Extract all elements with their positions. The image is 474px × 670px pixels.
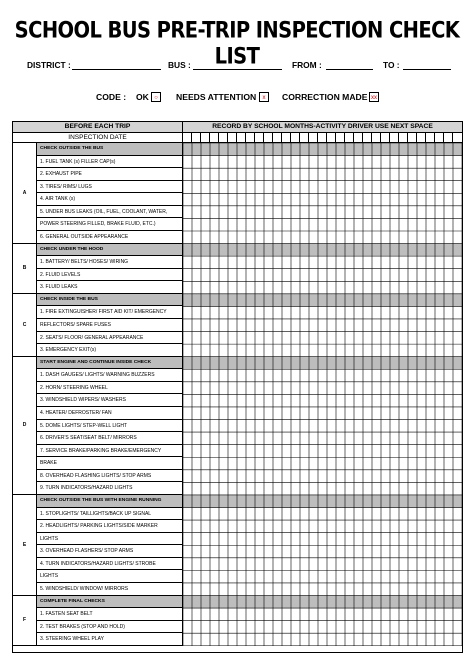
- checklist-item: 3. OVERHEAD FLASHERS/ STOP ARMS: [37, 545, 183, 558]
- form-title: SCHOOL BUS PRE-TRIP INSPECTION CHECK LIST: [14, 16, 460, 70]
- checklist-item: 3. STEERING WHEEL PLAY: [37, 633, 183, 646]
- to-field[interactable]: [403, 69, 451, 70]
- checklist-item: 1. FASTEN SEAT BELT: [37, 608, 183, 621]
- section-header: CHECK INSIDE THE BUS: [37, 294, 183, 307]
- attention-x-icon: x: [259, 92, 269, 102]
- inspection-date-cell[interactable]: [408, 133, 417, 142]
- grid-section-shade: [183, 244, 462, 257]
- grid-section-shade: [183, 294, 462, 307]
- before-each-trip-header: BEFORE EACH TRIP: [13, 122, 183, 133]
- checklist-item: 1. BATTERY/ BELTS/ HOSES/ WIRING: [37, 256, 183, 269]
- inspection-date-cell[interactable]: [246, 133, 255, 142]
- district-field[interactable]: [72, 69, 161, 70]
- inspection-date-cell[interactable]: [291, 133, 300, 142]
- section-letter: D: [13, 357, 37, 495]
- code-label: CODE :: [96, 92, 127, 102]
- code-correction-label: CORRECTION MADE: [282, 92, 368, 102]
- checklist-item: LIGHTS: [37, 533, 183, 546]
- checklist-item: 4. TURN INDICATORS/HAZARD LIGHTS/ STROBE: [37, 558, 183, 571]
- checklist-item: 2. FLUID LEVELS: [37, 269, 183, 282]
- inspection-date-cell[interactable]: [318, 133, 327, 142]
- checklist-item: POWER STEERING FILLED, BRAKE FLUID, ETC.): [37, 218, 183, 231]
- inspection-date-cell[interactable]: [453, 133, 462, 142]
- inspection-date-cell[interactable]: [183, 133, 192, 142]
- district-label: DISTRICT :: [27, 60, 71, 70]
- checklist-item: REFLECTORS/ SPARE FUSES: [37, 319, 183, 332]
- checklist-item: 8. OVERHEAD FLASHING LIGHTS/ STOP ARMS: [37, 470, 183, 483]
- checklist-item: 4. HEATER/ DEFROSTER/ FAN: [37, 407, 183, 420]
- section-letter: F: [13, 596, 37, 646]
- section-header: CHECK UNDER THE HOOD: [37, 244, 183, 257]
- inspection-date-cell[interactable]: [363, 133, 372, 142]
- code-attention-label: NEEDS ATTENTION: [176, 92, 257, 102]
- checklist-item: 2. EXHAUST PIPE: [37, 168, 183, 181]
- inspection-date-cell[interactable]: [372, 133, 381, 142]
- inspection-date-cell[interactable]: [444, 133, 453, 142]
- inspection-date-cell[interactable]: [300, 133, 309, 142]
- inspection-date-cell[interactable]: [309, 133, 318, 142]
- section-letter: C: [13, 294, 37, 357]
- grid-section-shade: [183, 357, 462, 370]
- checklist-item: 2. SEATS/ FLOOR/ GENERAL APPEARANCE: [37, 332, 183, 345]
- checklist-item: 3. FLUID LEAKS: [37, 281, 183, 294]
- from-field[interactable]: [326, 69, 373, 70]
- inspection-date-cell[interactable]: [417, 133, 426, 142]
- section-letter: A: [13, 143, 37, 244]
- bus-field[interactable]: [193, 69, 282, 70]
- checklist-item: 6. GENERAL OUTSIDE APPEARANCE: [37, 231, 183, 244]
- checklist-item: 5. UNDER BUS LEAKS (OIL, FUEL, COOLANT, WATER,: [37, 206, 183, 219]
- inspection-date-cell[interactable]: [210, 133, 219, 142]
- inspection-date-cell[interactable]: [228, 133, 237, 142]
- ok-circle-icon: ○: [151, 92, 161, 102]
- checklist-item: 5. WINDSHIELD/ WINDOW/ MIRRORS: [37, 583, 183, 596]
- inspection-date-cell[interactable]: [192, 133, 201, 142]
- checklist-item: 1. FUEL TANK (s) FILLER CAP(s): [37, 156, 183, 169]
- to-label: TO :: [383, 60, 400, 70]
- section-header: COMPLETE FINAL CHECKS: [37, 596, 183, 609]
- grid-section-shade: [183, 596, 462, 609]
- checklist-item: 3. TIRES/ RIMS/ LUGS: [37, 181, 183, 194]
- section-header: CHECK OUTSIDE THE BUS: [37, 143, 183, 156]
- checklist-item: 3. EMERGENCY EXIT(s): [37, 344, 183, 357]
- checklist-item: 5. DOME LIGHTS/ STEP-WELL LIGHT: [37, 420, 183, 433]
- inspection-date-cell[interactable]: [336, 133, 345, 142]
- inspection-date-cell[interactable]: [354, 133, 363, 142]
- inspection-table: [12, 121, 463, 653]
- grid-section-shade: [183, 495, 462, 508]
- grid-section-shade: [183, 143, 462, 156]
- checklist-item: LIGHTS: [37, 570, 183, 583]
- record-header: RECORD BY SCHOOL MONTHS-ACTIVITY DRIVER USE NEXT SPACE: [183, 122, 462, 133]
- inspection-date-cell[interactable]: [345, 133, 354, 142]
- inspection-date-cell[interactable]: [426, 133, 435, 142]
- inspection-date-cell[interactable]: [390, 133, 399, 142]
- checklist-item: 2. HEADLIGHTS/ PARKING LIGHTS/SIDE MARKER: [37, 520, 183, 533]
- section-header: CHECK OUTSIDE THE BUS WITH ENGINE RUNNING: [37, 495, 183, 508]
- checklist-item: BRAKE: [37, 457, 183, 470]
- correction-xx-icon: xx: [369, 92, 379, 102]
- from-label: FROM :: [292, 60, 322, 70]
- checklist-item: 2. HORN/ STEERING WHEEL: [37, 382, 183, 395]
- section-header: START ENGINE AND CONTINUE INSIDE CHECK: [37, 357, 183, 370]
- record-grid[interactable]: [183, 143, 462, 646]
- checklist-item: 9. TURN INDICATORS/HAZARD LIGHTS: [37, 482, 183, 495]
- inspection-date-cell[interactable]: [282, 133, 291, 142]
- code-ok-label: OK: [136, 92, 149, 102]
- inspection-date-cell[interactable]: [381, 133, 390, 142]
- checklist-item: 6. DRIVER'S SEAT/SEAT BELT/ MIRRORS: [37, 432, 183, 445]
- inspection-date-label: INSPECTION DATE: [13, 133, 183, 143]
- section-letter: E: [13, 495, 37, 596]
- checklist-item: 1. DASH GAUGES/ LIGHTS/ WARNING BUZZERS: [37, 369, 183, 382]
- checklist-item: 2. TEST BRAKES (STOP AND HOLD): [37, 621, 183, 634]
- checklist-item: 4. AIR TANK (s): [37, 193, 183, 206]
- bus-label: BUS :: [168, 60, 191, 70]
- inspection-date-cell[interactable]: [273, 133, 282, 142]
- section-letter: B: [13, 244, 37, 294]
- inspection-date-cell[interactable]: [201, 133, 210, 142]
- inspection-date-cell[interactable]: [255, 133, 264, 142]
- inspection-date-cell[interactable]: [399, 133, 408, 142]
- checklist-item: 7. SERVICE BRAKE/PARKING BRAKE/EMERGENCY: [37, 445, 183, 458]
- inspection-date-cell[interactable]: [327, 133, 336, 142]
- inspection-date-cell[interactable]: [264, 133, 273, 142]
- inspection-date-cell[interactable]: [435, 133, 444, 142]
- inspection-date-cell[interactable]: [219, 133, 228, 142]
- checklist-item: 3. WINDSHIELD WIPERS/ WASHERS: [37, 394, 183, 407]
- checklist-item: 1. FIRE EXTINGUISHER/ FIRST AID KIT/ EMERGENCY: [37, 306, 183, 319]
- inspection-date-cell[interactable]: [237, 133, 246, 142]
- checklist-item: 1. STOPLIGHTS/ TAILLIGHTS/BACK UP SIGNAL: [37, 508, 183, 521]
- inspection-date-row: [183, 133, 462, 143]
